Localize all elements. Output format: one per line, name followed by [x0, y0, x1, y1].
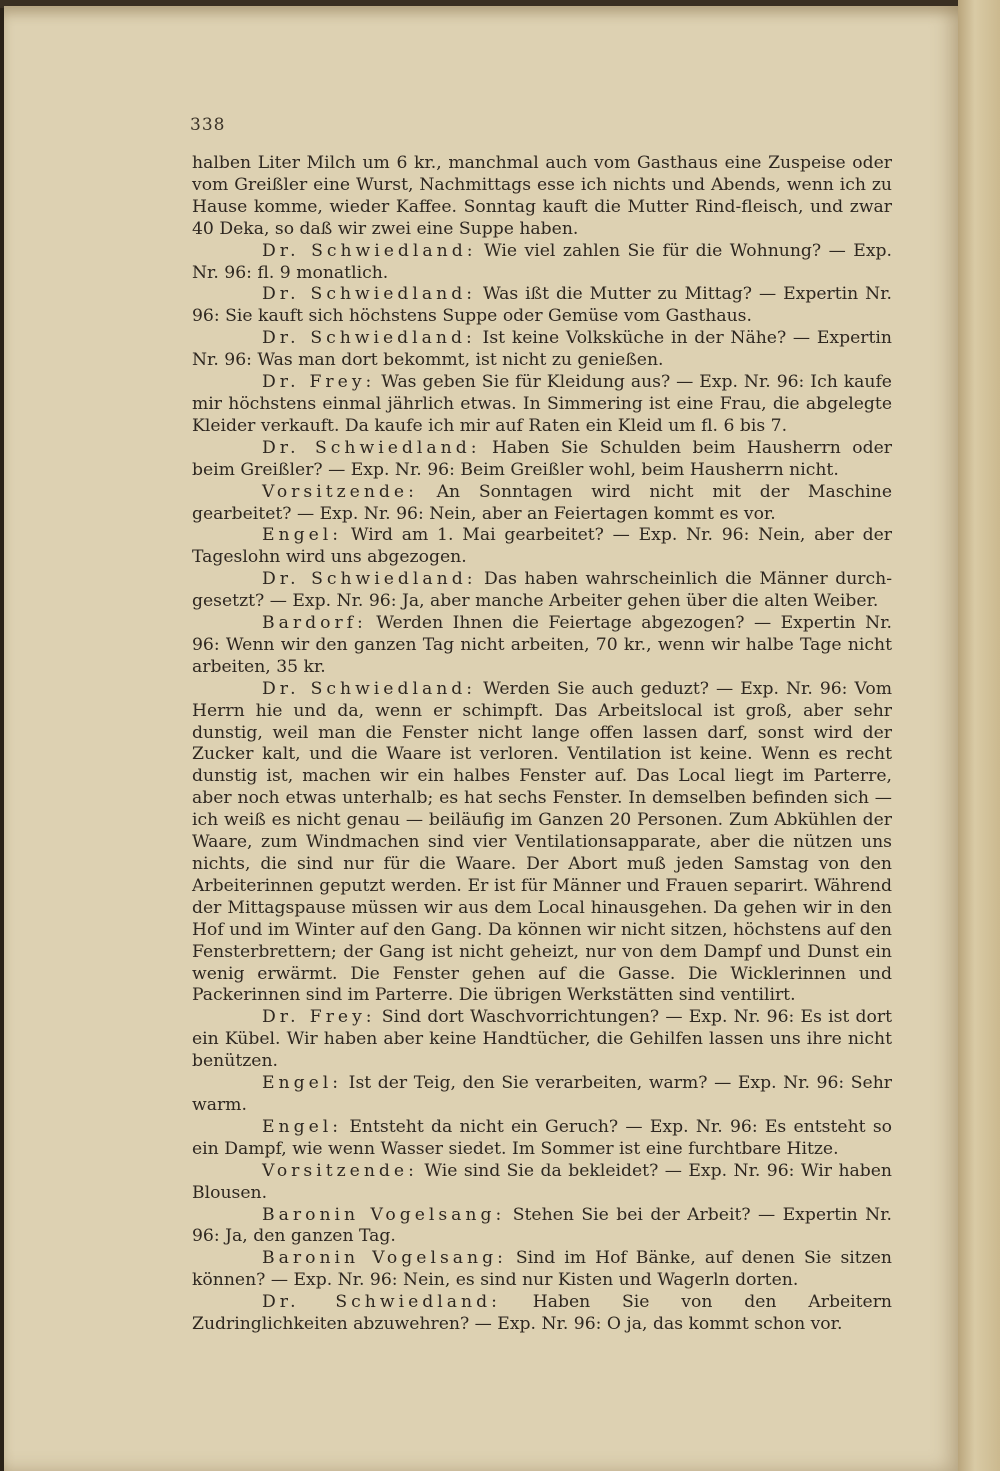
paragraph — [192, 1248, 892, 1292]
page-number: 338 — [190, 115, 226, 135]
speaker-name: Dr. Frey: — [262, 372, 376, 393]
paragraph — [192, 1073, 892, 1117]
page-fold-edge — [958, 0, 1000, 1471]
paragraph-text: Stehen Sie bei der Arbeit? — Expertin Nr. 96: Ja, den ganzen Tag. — [192, 1204, 892, 1247]
paragraph-text: Was geben Sie für Kleidung aus? — Exp. Nr. 96: Ich kaufe mir höchstens einmal jährlich etwas. In Simmering ist eine Frau, die abgelegte Kleider verkauft. Da kaufe ich mir auf Raten ein Kleid um fl. 6 bis 7. — [192, 372, 892, 436]
paragraph-text: Wie sind Sie da bekleidet? — Exp. Nr. 96: Wir haben Blousen. — [192, 1160, 892, 1203]
speaker-name: Dr. Schwiedland: — [262, 328, 476, 349]
paragraph-text: halben Liter Milch um 6 kr., manchmal auch vom Gasthaus eine Zuspeise oder vom Greißler eine Wurst, Nachmittags esse ich nichts und Abends, wenn ich zu Hause komme, wieder Kaffee. Sonntag kauft die Mutter Rind-fleisch, und zwar 40 Deka, so daß wir zwei eine Suppe haben. — [192, 153, 892, 239]
paragraph-text: Ist keine Volksküche in der Nähe? — Expertin Nr. 96: Was man dort bekommt, ist nicht zu genießen. — [192, 328, 892, 371]
speaker-name: Dr. Schwiedland: — [262, 240, 477, 261]
paragraph — [192, 153, 892, 241]
speaker-name: Baronin Vogelsang: — [262, 1248, 507, 1269]
page-body-text — [192, 153, 892, 1336]
speaker-name: Baronin Vogelsang: — [262, 1204, 506, 1225]
speaker-name: Dr. Schwiedland: — [262, 678, 477, 699]
paragraph — [192, 569, 892, 613]
speaker-name: Dr. Schwiedland: — [262, 437, 481, 458]
paragraph-text: Sind dort Waschvorrichtungen? — Exp. Nr. 96: Es ist dort ein Kübel. Wir haben aber keine Handtücher, die Gehilfen lassen uns ihre nicht benützen. — [192, 1007, 892, 1072]
paragraph-text: Haben Sie Schulden beim Hausherrn oder beim Greißler? — Exp. Nr. 96: Beim Greißler wohl, beim Hausherrn nicht. — [192, 437, 892, 480]
paragraph-text: Werden Ihnen die Feiertage abgezogen? — Expertin Nr. 96: Wenn wir den ganzen Tag nicht arbeiten, 70 kr., wenn wir halbe Tage nicht arbeiten, 35 kr. — [192, 613, 892, 677]
paragraph-text: Haben Sie von den Arbeitern Zudringlichkeiten abzuwehren? — Exp. Nr. 96: O ja, das kommt schon vor. — [192, 1292, 892, 1335]
speaker-name: Dr. Frey: — [262, 1007, 376, 1028]
paragraph-text: Entsteht da nicht ein Geruch? — Exp. Nr. 96: Es entsteht so ein Dampf, wie wenn Wasser siedet. Im Sommer ist eine furchtbare Hitze. — [192, 1116, 892, 1159]
paragraph — [192, 328, 892, 372]
paragraph — [192, 1292, 892, 1336]
paragraph-text: Sind im Hof Bänke, auf denen Sie sitzen können? — Exp. Nr. 96: Nein, es sind nur Kisten und Wagerln dorten. — [192, 1248, 893, 1291]
speaker-name: Engel: — [262, 525, 343, 546]
speaker-name: Engel: — [262, 1116, 343, 1137]
paragraph — [192, 1007, 892, 1073]
paragraph — [192, 679, 892, 1008]
speaker-name: Dr. Schwiedland: — [262, 1292, 501, 1313]
paragraph — [192, 1161, 892, 1205]
paragraph — [192, 1205, 892, 1249]
speaker-name: Dr. Schwiedland: — [262, 284, 476, 305]
speaker-name: Bardorf: — [262, 613, 367, 634]
paragraph — [192, 1117, 892, 1161]
paragraph — [192, 372, 892, 438]
speaker-name: Engel: — [262, 1073, 343, 1094]
paragraph — [192, 284, 892, 328]
paragraph-text: Wie viel zahlen Sie für die Wohnung? — Exp. Nr. 96: fl. 9 monatlich. — [192, 240, 892, 283]
speaker-name: Vorsitzende: — [262, 481, 418, 502]
paragraph-text: An Sonntagen wird nicht mit der Maschine gearbeitet? — Exp. Nr. 96: Nein, aber an Feiertagen kommt es vor. — [192, 481, 892, 524]
paragraph-text: Das haben wahrscheinlich die Männer durch-gesetzt? — Exp. Nr. 96: Ja, aber manche Arbeiter gehen über die alten Weiber. — [192, 569, 892, 612]
paragraph-text: Wird am 1. Mai gearbeitet? — Exp. Nr. 96: Nein, aber der Tageslohn wird uns abgezogen. — [192, 525, 892, 568]
paragraph — [192, 482, 892, 526]
paragraph-text: Ist der Teig, den Sie verarbeiten, warm? — Exp. Nr. 96: Sehr warm. — [192, 1073, 892, 1115]
speaker-name: Vorsitzende: — [262, 1160, 418, 1181]
paragraph — [192, 613, 892, 679]
paragraph-text: Werden Sie auch geduzt? — Exp. Nr. 96: Vom Herrn hie und da, wenn er schimpft. Das Arbeitslocal ist groß, aber sehr dunstig, weil man die Fenster nicht lange offen lassen darf, sonst wird der Zucker kalt, und die Waare ist verloren. Ventilation ist keine. Wenn es recht dunstig ist, machen wir ein halbes Fenster auf. Das Local liegt im Parterre, aber noch etwas unterhalb; es hat sechs Fenster. In demselben befinden sich — ich weiß es nicht genau — beiläufig im Ganzen 20 Personen. Zum Abkühlen der Waare, zum Windmachen sind vier Ventilationsapparate, aber die nützen uns nichts, die sind nur für die Waare. Der Abort muß jeden Samstag von den Arbeiterinnen geputzt werden. Er ist für Männer und Frauen separirt. Während der Mittagspause müssen wir aus dem Local hinausgehen. Da gehen wir in den Hof und im Winter auf den Gang. Da können wir nicht sitzen, höchstens auf den Fensterbrettern; der Gang ist nicht geheizt, nur von dem Dampf und Dunst ein wenig erwärmt. Die Fenster gehen auf die Gasse. Die Wicklerinnen und Packerinnen sind im Parterre. Die übrigen Werkstätten sind ventilirt. — [192, 678, 892, 1006]
paragraph — [192, 438, 892, 482]
paragraph — [192, 525, 892, 569]
paragraph — [192, 241, 892, 285]
paragraph-text: Was ißt die Mutter zu Mittag? — Expertin Nr. 96: Sie kauft sich höchstens Suppe oder Gemüse vom Gasthaus. — [192, 284, 892, 327]
speaker-name: Dr. Schwiedland: — [262, 569, 477, 590]
